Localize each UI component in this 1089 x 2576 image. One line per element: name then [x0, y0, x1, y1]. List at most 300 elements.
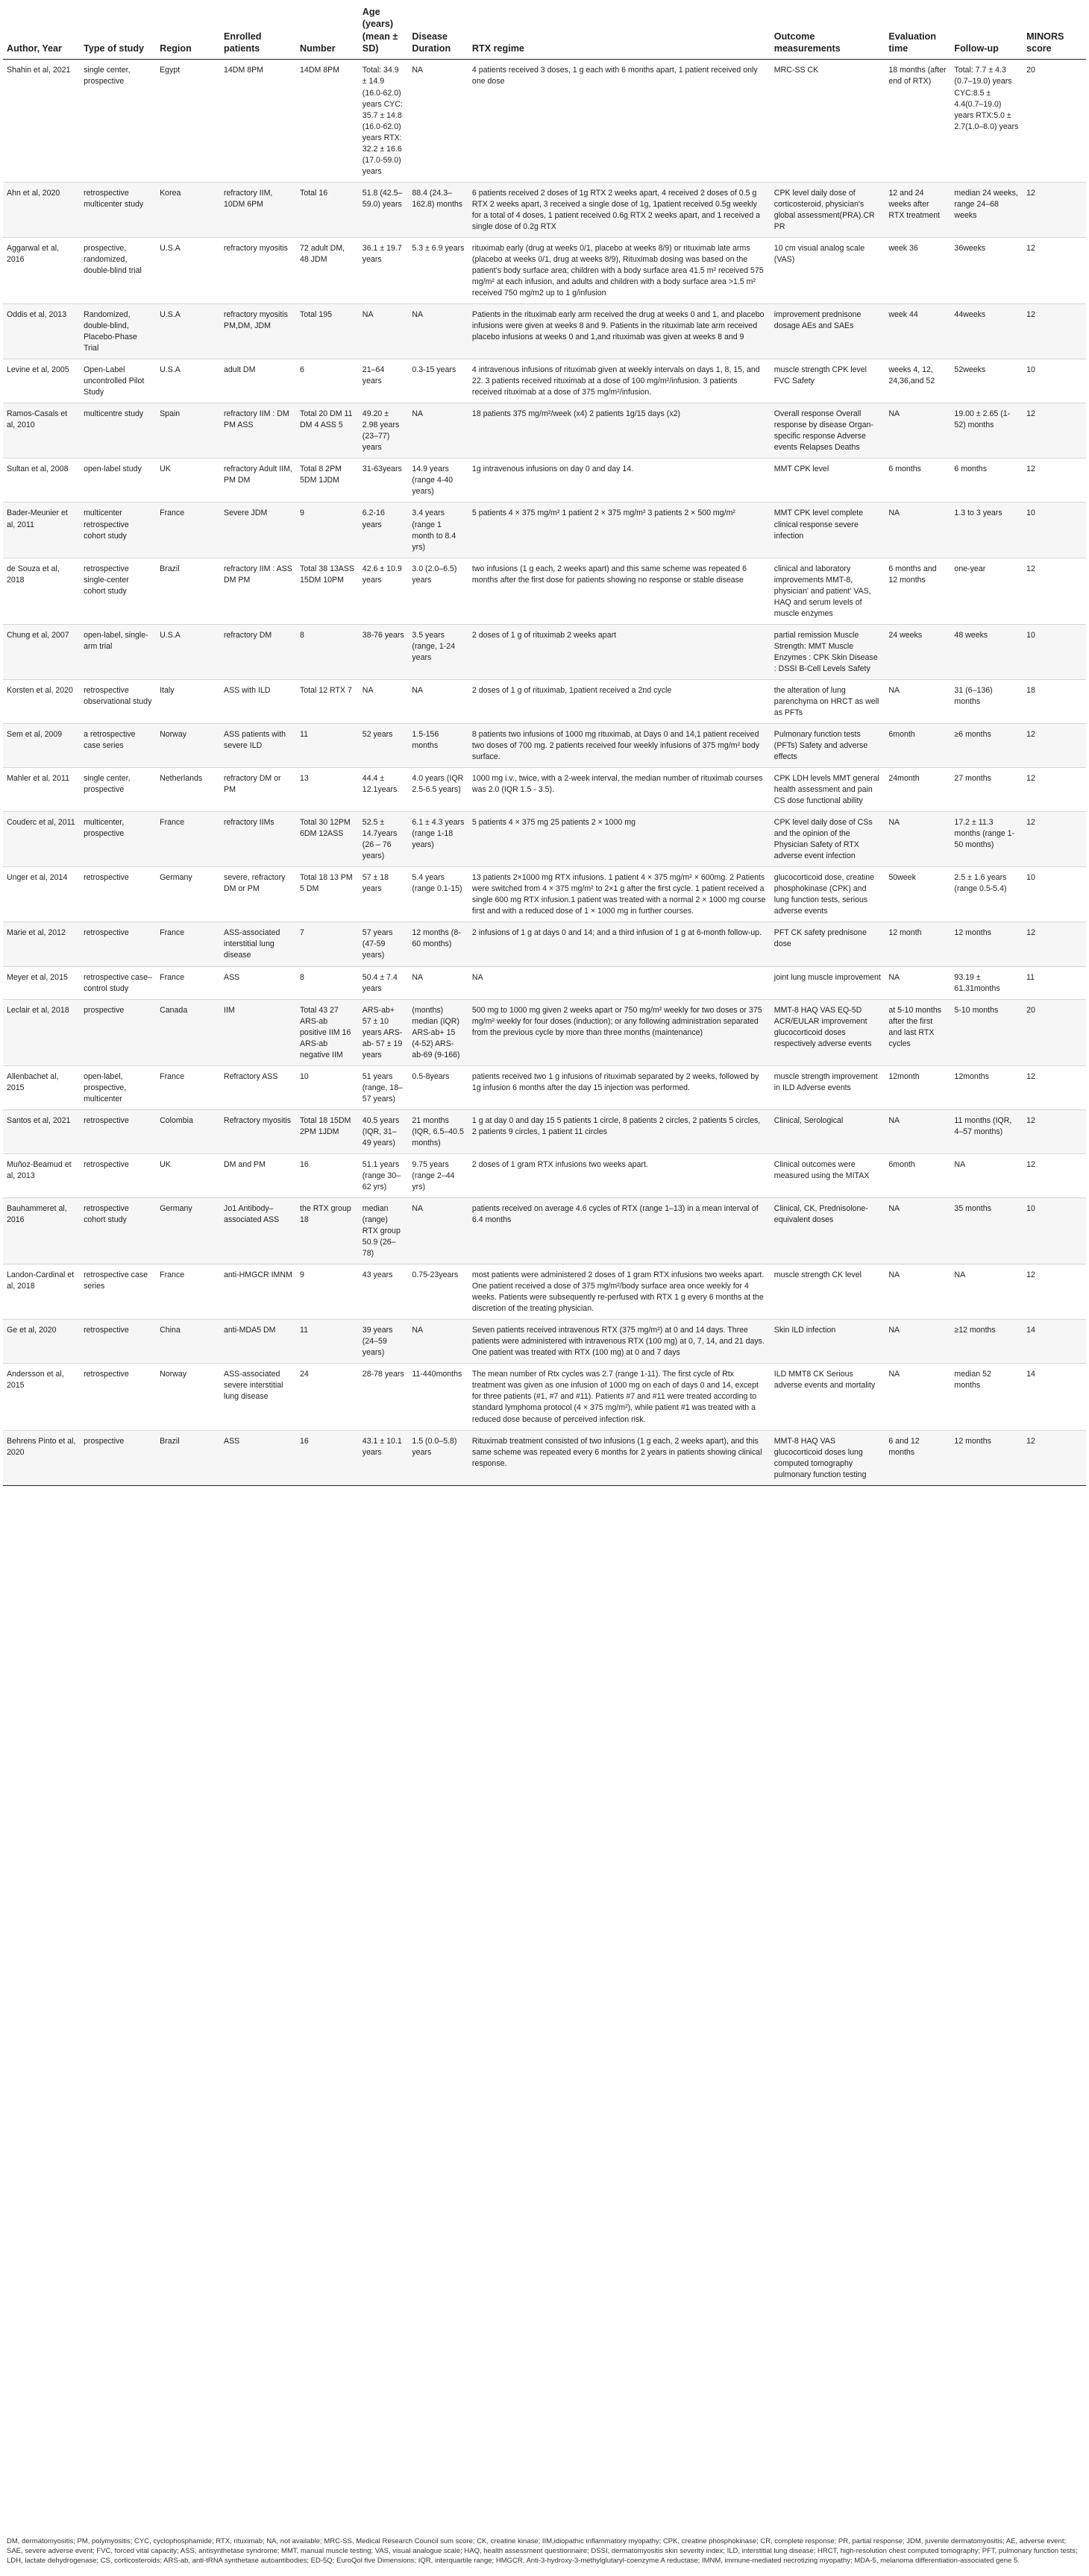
- disease-duration-cell: NA: [408, 403, 468, 459]
- region-cell: U.S.A: [156, 624, 220, 679]
- follow-up-cell: one-year: [950, 558, 1023, 624]
- column-header: Follow-up: [950, 3, 1023, 60]
- follow-up-cell: 36weeks: [950, 237, 1023, 303]
- rtx-regime-cell: NA: [468, 966, 771, 999]
- outcome-measurements-cell: ILD MMT8 CK Serious adverse events and mortality: [771, 1364, 885, 1430]
- study-type-cell: Randomized, double-blind, Placebo-Phase Trial: [80, 304, 156, 359]
- number-cell: 10: [296, 1065, 359, 1109]
- minors-score-cell: 20: [1023, 60, 1086, 182]
- minors-score-cell: 10: [1023, 503, 1086, 558]
- evaluation-time-cell: weeks 4, 12, 24,36,and 52: [885, 359, 950, 403]
- age-cell: 43 years: [359, 1265, 409, 1320]
- table-row: [3, 1320, 1086, 1364]
- study-type-cell: multicentre study: [80, 403, 156, 459]
- evaluation-time-cell: NA: [885, 403, 950, 459]
- number-cell: the RTX group 18: [296, 1198, 359, 1265]
- region-cell: Brazil: [156, 1430, 220, 1485]
- number-cell: 9: [296, 503, 359, 558]
- region-cell: U.S.A: [156, 359, 220, 403]
- number-cell: Total 16: [296, 182, 359, 237]
- evaluation-time-cell: NA: [885, 966, 950, 999]
- outcome-measurements-cell: MMT-8 HAQ VAS EQ-5D ACR/EULAR improvement glucocorticoid doses respectively adverse events: [771, 999, 885, 1065]
- evaluation-time-cell: NA: [885, 679, 950, 723]
- outcome-measurements-cell: MMT CPK level: [771, 459, 885, 503]
- follow-up-cell: 27 months: [950, 768, 1023, 812]
- minors-score-cell: 10: [1023, 624, 1086, 679]
- column-header: RTX regime: [468, 3, 771, 60]
- disease-duration-cell: 14.9 years (range 4-40 years): [408, 459, 468, 503]
- study-type-cell: retrospective observational study: [80, 679, 156, 723]
- table-row: [3, 768, 1086, 812]
- number-cell: 72 adult DM, 48 JDM: [296, 237, 359, 303]
- author-year-cell: Landon-Cardinal et al, 2018: [3, 1265, 80, 1320]
- table-row: [3, 1265, 1086, 1320]
- rtx-regime-cell: 1 g at day 0 and day 15 5 patients 1 circle, 8 patients 2 circles, 2 patients 5 circles, 2 patients 9 circles, 1 patient 11 circles: [468, 1109, 771, 1153]
- column-header: Type of study: [80, 3, 156, 60]
- number-cell: 8: [296, 966, 359, 999]
- author-year-cell: Couderc et al, 2011: [3, 812, 80, 867]
- study-type-cell: prospective: [80, 999, 156, 1065]
- rtx-regime-cell: 500 mg to 1000 mg given 2 weeks apart or 750 mg/m² weekly for two doses or 375 mg/m² weekly for four doses (induction); or any following administration separated from the previous cycle by more than three months (maintenance): [468, 999, 771, 1065]
- disease-duration-cell: 0.3-15 years: [408, 359, 468, 403]
- minors-score-cell: 12: [1023, 768, 1086, 812]
- follow-up-cell: median 52 months: [950, 1364, 1023, 1430]
- minors-score-cell: 14: [1023, 1320, 1086, 1364]
- age-cell: 51 years (range, 18–57 years): [359, 1065, 409, 1109]
- enrolled-patients-cell: adult DM: [220, 359, 296, 403]
- enrolled-patients-cell: refractory myositis PM,DM, JDM: [220, 304, 296, 359]
- follow-up-cell: NA: [950, 1265, 1023, 1320]
- study-type-cell: multicenter retrospective cohort study: [80, 503, 156, 558]
- age-cell: 39 years (24–59 years): [359, 1320, 409, 1364]
- enrolled-patients-cell: anti-HMGCR IMNM: [220, 1265, 296, 1320]
- disease-duration-cell: NA: [408, 679, 468, 723]
- study-type-cell: retrospective: [80, 1109, 156, 1153]
- enrolled-patients-cell: severe, refractory DM or PM: [220, 867, 296, 922]
- region-cell: UK: [156, 459, 220, 503]
- follow-up-cell: 12months: [950, 1065, 1023, 1109]
- region-cell: Colombia: [156, 1109, 220, 1153]
- outcome-measurements-cell: Clinical, Serological: [771, 1109, 885, 1153]
- rtx-regime-cell: 4 patients received 3 doses, 1 g each with 6 months apart, 1 patient received only one dose: [468, 60, 771, 182]
- outcome-measurements-cell: Clinical outcomes were measured using the MITAX: [771, 1153, 885, 1197]
- age-cell: 21–64 years: [359, 359, 409, 403]
- number-cell: Total 38 13ASS 15DM 10PM: [296, 558, 359, 624]
- region-cell: UK: [156, 1153, 220, 1197]
- evaluation-time-cell: 6 months and 12 months: [885, 558, 950, 624]
- follow-up-cell: 11 months (IQR, 4–57 months): [950, 1109, 1023, 1153]
- minors-score-cell: 10: [1023, 359, 1086, 403]
- column-header: Age (years) (mean ± SD): [359, 3, 409, 60]
- minors-score-cell: 12: [1023, 403, 1086, 459]
- table-row: [3, 1153, 1086, 1197]
- column-header: Outcome measurements: [771, 3, 885, 60]
- author-year-cell: Mahler et al, 2011: [3, 768, 80, 812]
- age-cell: 43.1 ± 10.1 years: [359, 1430, 409, 1485]
- author-year-cell: Sultan et al, 2008: [3, 459, 80, 503]
- author-year-cell: Marie et al, 2012: [3, 922, 80, 966]
- author-year-cell: Aggarwal et al, 2016: [3, 237, 80, 303]
- study-type-cell: retrospective: [80, 1364, 156, 1430]
- study-type-cell: retrospective case–control study: [80, 966, 156, 999]
- author-year-cell: Ramos-Casals et al, 2010: [3, 403, 80, 459]
- disease-duration-cell: 5.3 ± 6.9 years: [408, 237, 468, 303]
- follow-up-cell: 17.2 ± 11.3 months (range 1-50 months): [950, 812, 1023, 867]
- study-type-cell: retrospective case series: [80, 1265, 156, 1320]
- outcome-measurements-cell: Clinical, CK, Prednisolone-equivalent doses: [771, 1198, 885, 1265]
- table-row: [3, 867, 1086, 922]
- number-cell: 11: [296, 723, 359, 767]
- table-row: [3, 237, 1086, 303]
- rtx-regime-cell: 5 patients 4 × 375 mg 25 patients 2 × 1000 mg: [468, 812, 771, 867]
- rtx-regime-cell: Seven patients received intravenous RTX (375 mg/m²) at 0 and 14 days. Three patients were administered with intravenous RTX (100 mg) at 0, 7, 14, and 21 days. One patient was treated with RTX (100 mg) at 0 and 7 days: [468, 1320, 771, 1364]
- disease-duration-cell: 9.75 years (range 2–44 yrs): [408, 1153, 468, 1197]
- age-cell: 40.5 years (IQR, 31–49 years): [359, 1109, 409, 1153]
- table-row: [3, 503, 1086, 558]
- age-cell: 57 years (47-59 years): [359, 922, 409, 966]
- number-cell: Total 20 DM 11 DM 4 ASS 5: [296, 403, 359, 459]
- age-cell: 44.4 ± 12.1years: [359, 768, 409, 812]
- enrolled-patients-cell: ASS-associated interstitial lung disease: [220, 922, 296, 966]
- enrolled-patients-cell: refractory IIM : DM PM ASS: [220, 403, 296, 459]
- number-cell: 9: [296, 1265, 359, 1320]
- minors-score-cell: 12: [1023, 723, 1086, 767]
- disease-duration-cell: NA: [408, 60, 468, 182]
- number-cell: 11: [296, 1320, 359, 1364]
- outcome-measurements-cell: CPK level daily dose of CSs and the opinion of the Physician Safety of RTX adverse event infection: [771, 812, 885, 867]
- table-row: [3, 1364, 1086, 1430]
- follow-up-cell: 2.5 ± 1.6 years (range 0.5-5.4): [950, 867, 1023, 922]
- rtx-regime-cell: two infusions (1 g each, 2 weeks apart) and this same scheme was repeated 6 months after the first dose for patients showing no response or stable disease: [468, 558, 771, 624]
- number-cell: 13: [296, 768, 359, 812]
- age-cell: 49.20 ± 2.98 years (23–77) years: [359, 403, 409, 459]
- age-cell: 57 ± 18 years: [359, 867, 409, 922]
- age-cell: 42.6 ± 10.9 years: [359, 558, 409, 624]
- table-row: [3, 60, 1086, 182]
- follow-up-cell: 5-10 months: [950, 999, 1023, 1065]
- table-row: [3, 966, 1086, 999]
- author-year-cell: Andersson et al, 2015: [3, 1364, 80, 1430]
- number-cell: 16: [296, 1430, 359, 1485]
- outcome-measurements-cell: partial remission Muscle Strength: MMT Muscle Enzymes : CPK Skin Disease : DSSI B-Cell Levels Safety: [771, 624, 885, 679]
- evaluation-time-cell: NA: [885, 503, 950, 558]
- minors-score-cell: 12: [1023, 922, 1086, 966]
- table-row: [3, 1109, 1086, 1153]
- follow-up-cell: median 24 weeks, range 24–68 weeks: [950, 182, 1023, 237]
- evaluation-time-cell: NA: [885, 1364, 950, 1430]
- region-cell: Spain: [156, 403, 220, 459]
- follow-up-cell: ≥6 months: [950, 723, 1023, 767]
- region-cell: Germany: [156, 1198, 220, 1265]
- age-cell: 28-78 years: [359, 1364, 409, 1430]
- evaluation-time-cell: 6month: [885, 723, 950, 767]
- table-row: [3, 359, 1086, 403]
- evaluation-time-cell: at 5-10 months after the first and last RTX cycles: [885, 999, 950, 1065]
- rtx-regime-cell: Patients in the rituximab early arm received the drug at weeks 0 and 1, and placebo infusions were given at weeks 8 and 9. Patients in the rituximab late arm received placebo infusions at weeks 0 and 1,and rituximab was given at weeks 8 and 9: [468, 304, 771, 359]
- author-year-cell: Leclair et al, 2018: [3, 999, 80, 1065]
- study-type-cell: retrospective cohort study: [80, 1198, 156, 1265]
- author-year-cell: Korsten et al, 2020: [3, 679, 80, 723]
- follow-up-cell: Total: 7.7 ± 4.3 (0.7–19.0) years CYC:8.5 ± 4.4(0.7–19.0) years RTX:5.0 ± 2.7(1.0–8.0) years: [950, 60, 1023, 182]
- disease-duration-cell: 4.0 years (IQR 2.5-6.5 years): [408, 768, 468, 812]
- enrolled-patients-cell: IIM: [220, 999, 296, 1065]
- rtx-regime-cell: 6 patients received 2 doses of 1g RTX 2 weeks apart, 4 received 2 doses of 0.5 g RTX 2 weeks apart, 3 received a single dose of 1g, 1patient received 0.5g weekly for a total of 4 doses, 1 patient received 0.6g RTX 2 weeks apart, and 1 received a single dose of 0.2g RTX: [468, 182, 771, 237]
- minors-score-cell: 10: [1023, 867, 1086, 922]
- rtx-regime-cell: patients received two 1 g infusions of rituximab separated by 2 weeks, followed by 1g infusion 6 months after the day 15 injection was performed.: [468, 1065, 771, 1109]
- number-cell: 16: [296, 1153, 359, 1197]
- outcome-measurements-cell: MRC-SS CK: [771, 60, 885, 182]
- region-cell: France: [156, 812, 220, 867]
- number-cell: Total 18 15DM 2PM 1JDM: [296, 1109, 359, 1153]
- region-cell: Norway: [156, 1364, 220, 1430]
- follow-up-cell: 6 months: [950, 459, 1023, 503]
- table-row: [3, 182, 1086, 237]
- number-cell: Total 12 RTX 7: [296, 679, 359, 723]
- rtx-regime-cell: The mean number of Rtx cycles was 2.7 (range 1-11). The first cycle of Rtx treatment was given as one infusion of 1000 mg on each of days 0 and 14, except for three patients (#1, #7 and #11). Patients #7 and #11 were treated according to standard lymphoma protocol (4 × 375 mg/m²), while patient #1 was treated with a reduced dose because of perceived infection risk.: [468, 1364, 771, 1430]
- age-cell: 51.1 years (range 30–62 yrs): [359, 1153, 409, 1197]
- number-cell: 8: [296, 624, 359, 679]
- disease-duration-cell: 88.4 (24.3–162.8) months: [408, 182, 468, 237]
- outcome-measurements-cell: glucocorticoid dose, creatine phosphokinase (CPK) and lung function tests, serious adverse events: [771, 867, 885, 922]
- evaluation-time-cell: NA: [885, 1265, 950, 1320]
- age-cell: median (range) RTX group 50.9 (26–78): [359, 1198, 409, 1265]
- author-year-cell: Levine et al, 2005: [3, 359, 80, 403]
- follow-up-cell: 52weeks: [950, 359, 1023, 403]
- evaluation-time-cell: NA: [885, 812, 950, 867]
- rtx-regime-cell: 1g intravenous infusions on day 0 and day 14.: [468, 459, 771, 503]
- outcome-measurements-cell: Pulmonary function tests (PFTs) Safety and adverse effects: [771, 723, 885, 767]
- age-cell: 50.4 ± 7.4 years: [359, 966, 409, 999]
- rtx-regime-cell: 2 doses of 1 gram RTX infusions two weeks apart.: [468, 1153, 771, 1197]
- minors-score-cell: 10: [1023, 1198, 1086, 1265]
- table-header: [3, 3, 1086, 60]
- minors-score-cell: 12: [1023, 1430, 1086, 1485]
- disease-duration-cell: NA: [408, 1198, 468, 1265]
- enrolled-patients-cell: anti-MDA5 DM: [220, 1320, 296, 1364]
- age-cell: 52 years: [359, 723, 409, 767]
- study-type-cell: prospective: [80, 1430, 156, 1485]
- rtx-regime-cell: 2 doses of 1 g of rituximab, 1patient received a 2nd cycle: [468, 679, 771, 723]
- outcome-measurements-cell: CPK LDH levels MMT general health assessment and pain CS dose functional ability: [771, 768, 885, 812]
- study-type-cell: open-label, single-arm trial: [80, 624, 156, 679]
- minors-score-cell: 12: [1023, 812, 1086, 867]
- enrolled-patients-cell: ASS-associated severe interstitial lung disease: [220, 1364, 296, 1430]
- rtx-regime-cell: 13 patients 2×1000 mg RTX infusions. 1 patient 4 × 375 mg/m² × 600mg. 2 Patients were switched from 4 × 375 mg/m² to 2×1 g after the first cycle. 1 patient received a single 600 mg RTX infusion.1 patient was treated with a normal 2 × 1000 mg course first and with a reduced dose of 1 × 1000 mg in further courses.: [468, 867, 771, 922]
- table-row: [3, 624, 1086, 679]
- age-cell: 51.8 (42.5–59.0) years: [359, 182, 409, 237]
- outcome-measurements-cell: CPK level daily dose of corticosteroid, physician's global assessment(PRA).CR PR: [771, 182, 885, 237]
- follow-up-cell: 1.3 to 3 years: [950, 503, 1023, 558]
- evaluation-time-cell: NA: [885, 1109, 950, 1153]
- region-cell: France: [156, 922, 220, 966]
- minors-score-cell: 12: [1023, 304, 1086, 359]
- region-cell: Germany: [156, 867, 220, 922]
- outcome-measurements-cell: 10 cm visual analog scale (VAS): [771, 237, 885, 303]
- minors-score-cell: 11: [1023, 966, 1086, 999]
- age-cell: Total: 34.9 ± 14.9 (16.0-62.0) years CYC: 35.7 ± 14.8 (16.0-62.0) years RTX: 32.2 ± 16.6 (17.0-59.0) years: [359, 60, 409, 182]
- region-cell: Netherlands: [156, 768, 220, 812]
- evaluation-time-cell: 24 weeks: [885, 624, 950, 679]
- disease-duration-cell: 3.4 years (range 1 month to 8.4 yrs): [408, 503, 468, 558]
- study-type-cell: prospective, randomized, double-blind trial: [80, 237, 156, 303]
- minors-score-cell: 12: [1023, 459, 1086, 503]
- column-header: Number: [296, 3, 359, 60]
- region-cell: U.S.A: [156, 304, 220, 359]
- header-row: [3, 3, 1086, 60]
- enrolled-patients-cell: refractory Adult IIM, PM DM: [220, 459, 296, 503]
- disease-duration-cell: 0.5-8years: [408, 1065, 468, 1109]
- minors-score-cell: 20: [1023, 999, 1086, 1065]
- study-type-cell: open-label study: [80, 459, 156, 503]
- outcome-measurements-cell: MMT CPK level complete clinical response severe infection: [771, 503, 885, 558]
- disease-duration-cell: 1.5 (0.0–5.8) years: [408, 1430, 468, 1485]
- evaluation-time-cell: 6month: [885, 1153, 950, 1197]
- age-cell: 6.2-16 years: [359, 503, 409, 558]
- outcome-measurements-cell: PFT CK safety prednisone dose: [771, 922, 885, 966]
- evaluation-time-cell: 12 and 24 weeks after RTX treatment: [885, 182, 950, 237]
- disease-duration-cell: 11-440months: [408, 1364, 468, 1430]
- enrolled-patients-cell: refractory IIM, 10DM 6PM: [220, 182, 296, 237]
- enrolled-patients-cell: Jo1 Antibody–associated ASS: [220, 1198, 296, 1265]
- author-year-cell: Shahin et al, 2021: [3, 60, 80, 182]
- evaluation-time-cell: week 44: [885, 304, 950, 359]
- column-header: Region: [156, 3, 220, 60]
- number-cell: Total 30 12PM 6DM 12ASS: [296, 812, 359, 867]
- evaluation-time-cell: 18 months (after end of RTX): [885, 60, 950, 182]
- region-cell: Norway: [156, 723, 220, 767]
- table-row: [3, 1430, 1086, 1485]
- outcome-measurements-cell: clinical and laboratory improvements MMT-8, physician' and patient' VAS, HAQ and serum levels of muscle enzymes: [771, 558, 885, 624]
- author-year-cell: Unger et al, 2014: [3, 867, 80, 922]
- outcome-measurements-cell: MMT-8 HAQ VAS glucocorticoid doses lung computed tomography pulmonary function testing: [771, 1430, 885, 1485]
- author-year-cell: Ahn et al, 2020: [3, 182, 80, 237]
- author-year-cell: Sem et al, 2009: [3, 723, 80, 767]
- number-cell: Total 43 27 ARS-ab positive IIM 16 ARS-ab negative IIM: [296, 999, 359, 1065]
- table-row: [3, 459, 1086, 503]
- rtx-regime-cell: 4 intravenous infusions of rituximab given at weekly intervals on days 1, 8, 15, and 22. 3 patients received rituximab at a dose of 100 mg/m²/infusion. 3 patients received rituximab at a dose of 375 mg/m²/infusion.: [468, 359, 771, 403]
- evaluation-time-cell: 6 and 12 months: [885, 1430, 950, 1485]
- table-row: [3, 723, 1086, 767]
- rtx-regime-cell: 2 doses of 1 g of rituximab 2 weeks apart: [468, 624, 771, 679]
- rtx-regime-cell: Rituximab treatment consisted of two infusions (1 g each, 2 weeks apart), and this same scheme was repeated every 6 months for 2 years in patients showing clinical response.: [468, 1430, 771, 1485]
- column-header: Enrolled patients: [220, 3, 296, 60]
- study-type-cell: open-label, prospective, multicenter: [80, 1065, 156, 1109]
- region-cell: Korea: [156, 182, 220, 237]
- column-header: Evaluation time: [885, 3, 950, 60]
- disease-duration-cell: NA: [408, 1320, 468, 1364]
- disease-duration-cell: 3.0 (2.0–6.5) years: [408, 558, 468, 624]
- number-cell: Total 8 2PM 5DM 1JDM: [296, 459, 359, 503]
- follow-up-cell: 35 months: [950, 1198, 1023, 1265]
- rtx-regime-cell: 8 patients two infusions of 1000 mg rituximab, at Days 0 and 14,1 patient received two doses of 700 mg. 2 patients received four weekly infusions of 375 mg/m² body surface.: [468, 723, 771, 767]
- table-row: [3, 922, 1086, 966]
- rtx-regime-cell: patients received on average 4.6 cycles of RTX (range 1–13) in a mean interval of 6.4 months: [468, 1198, 771, 1265]
- table-row: [3, 1198, 1086, 1265]
- table-row: [3, 999, 1086, 1065]
- enrolled-patients-cell: refractory DM: [220, 624, 296, 679]
- minors-score-cell: 12: [1023, 182, 1086, 237]
- author-year-cell: Allenbachet al, 2015: [3, 1065, 80, 1109]
- rtx-regime-cell: 1000 mg i.v., twice, with a 2-week interval, the median number of rituximab courses was 2.0 (IQR 1.5 - 3.5).: [468, 768, 771, 812]
- study-type-cell: a retrospective case series: [80, 723, 156, 767]
- enrolled-patients-cell: refractory myositis: [220, 237, 296, 303]
- evaluation-time-cell: NA: [885, 1198, 950, 1265]
- disease-duration-cell: 5.4 years (range 0.1-15): [408, 867, 468, 922]
- minors-score-cell: 18: [1023, 679, 1086, 723]
- disease-duration-cell: 0.75-23years: [408, 1265, 468, 1320]
- rtx-regime-cell: most patients were administered 2 doses of 1 gram RTX infusions two weeks apart. One patient received a dose of 375 mg/m²/body surface area once weekly for 4 weeks. Patients were subsequently re-perfused with RTX 1 g every 6 months at the discretion of the treating physician.: [468, 1265, 771, 1320]
- enrolled-patients-cell: ASS with ILD: [220, 679, 296, 723]
- number-cell: 7: [296, 922, 359, 966]
- outcome-measurements-cell: joint lung muscle improvement: [771, 966, 885, 999]
- region-cell: U.S.A: [156, 237, 220, 303]
- author-year-cell: Chung et al, 2007: [3, 624, 80, 679]
- study-type-cell: retrospective: [80, 1320, 156, 1364]
- study-type-cell: single center, prospective: [80, 60, 156, 182]
- table-footnote: DM, dermatomyositis; PM, polymyositis; CYC, cyclophosphamide; RTX, rituximab; NA, not available; MRC-SS, Medical Research Council sum score; CK, creatine kinase; IIM,idiopathic inflammatory myopathy; CPK, creatine phosphokinase; CR, complete response; PR, partial response; JDM, juvenile dermatomyositis; AE, adverse event; SAE, severe adverse event; FVC, forced vital capacity; ASS, antisynthetase syndrome; MMT, manual muscle testing; VAS, visual analogue scale; HAQ, health assessment questionnaire; DSSI, dermatomyositis skin severity index; ILD, interstitial lung disease; HRCT, high-resolution chest computed tomography; PFT, pulmonary function tests; LDH, lactate dehydrogenase; CS, corticosteroids; ARS-ab, anti-tRNA synthetase autoantibodies; ED-5Q; EuroQol five Dimensions; IQR, interquartile range; HMGCR, Anti-3-hydroxy-3-methylglutaryl-coenzyme A reductase; IMNM, immune-mediated necrotizing myopathy; MDA-5, melanoma differentiation-associated gene 5.: [7, 2537, 1078, 2565]
- outcome-measurements-cell: Skin ILD infection: [771, 1320, 885, 1364]
- enrolled-patients-cell: refractory IIMs: [220, 812, 296, 867]
- follow-up-cell: 31 (6–136) months: [950, 679, 1023, 723]
- evaluation-time-cell: 6 months: [885, 459, 950, 503]
- minors-score-cell: 12: [1023, 1153, 1086, 1197]
- evaluation-time-cell: 12 month: [885, 922, 950, 966]
- evaluation-time-cell: NA: [885, 1320, 950, 1364]
- rtx-regime-cell: rituximab early (drug at weeks 0/1, placebo at weeks 8/9) or rituximab late arms (placebo at weeks 0/1, drug at weeks 8/9), Rituximab dosing was based on the patient's body surface area; children with a body surface area 41.5 m² received 575 mg/m² at each infusion, and adults and children with a body surface area >1.5 m² received 750 mg/m2 up to 1 g/infusion: [468, 237, 771, 303]
- enrolled-patients-cell: refractory IIM : ASS DM PM: [220, 558, 296, 624]
- age-cell: 36.1 ± 19.7 years: [359, 237, 409, 303]
- outcome-measurements-cell: muscle strength CK level: [771, 1265, 885, 1320]
- author-year-cell: Bauhammeret al, 2016: [3, 1198, 80, 1265]
- number-cell: 14DM 8PM: [296, 60, 359, 182]
- minors-score-cell: 12: [1023, 237, 1086, 303]
- study-type-cell: Open-Label uncontrolled Pilot Study: [80, 359, 156, 403]
- enrolled-patients-cell: refractory DM or PM: [220, 768, 296, 812]
- region-cell: France: [156, 966, 220, 999]
- column-header: Disease Duration: [408, 3, 468, 60]
- author-year-cell: Ge et al, 2020: [3, 1320, 80, 1364]
- evaluation-time-cell: 12month: [885, 1065, 950, 1109]
- age-cell: NA: [359, 304, 409, 359]
- evaluation-time-cell: week 36: [885, 237, 950, 303]
- enrolled-patients-cell: ASS: [220, 1430, 296, 1485]
- study-type-cell: multicenter, prospective: [80, 812, 156, 867]
- rtx-regime-cell: 5 patients 4 × 375 mg/m² 1 patient 2 × 375 mg/m² 3 patients 2 × 500 mg/m²: [468, 503, 771, 558]
- disease-duration-cell: 3.5 years (range, 1-24 years: [408, 624, 468, 679]
- region-cell: Italy: [156, 679, 220, 723]
- number-cell: Total 195: [296, 304, 359, 359]
- author-year-cell: Muñoz-Beamud et al, 2013: [3, 1153, 80, 1197]
- author-year-cell: de Souza et al, 2018: [3, 558, 80, 624]
- region-cell: Egypt: [156, 60, 220, 182]
- region-cell: France: [156, 503, 220, 558]
- region-cell: France: [156, 1265, 220, 1320]
- age-cell: 31-63years: [359, 459, 409, 503]
- outcome-measurements-cell: the alteration of lung parenchyma on HRCT as well as PFTs: [771, 679, 885, 723]
- follow-up-cell: ≥12 months: [950, 1320, 1023, 1364]
- region-cell: China: [156, 1320, 220, 1364]
- evaluation-time-cell: 50week: [885, 867, 950, 922]
- column-header: MINORS score: [1023, 3, 1086, 60]
- disease-duration-cell: 21 months (IQR, 6.5–40.5 months): [408, 1109, 468, 1153]
- enrolled-patients-cell: DM and PM: [220, 1153, 296, 1197]
- region-cell: Canada: [156, 999, 220, 1065]
- enrolled-patients-cell: Severe JDM: [220, 503, 296, 558]
- evaluation-time-cell: 24month: [885, 768, 950, 812]
- table-row: [3, 304, 1086, 359]
- rtx-regime-cell: 18 patients 375 mg/m²/week (x4) 2 patients 1g/15 days (x2): [468, 403, 771, 459]
- enrolled-patients-cell: 14DM 8PM: [220, 60, 296, 182]
